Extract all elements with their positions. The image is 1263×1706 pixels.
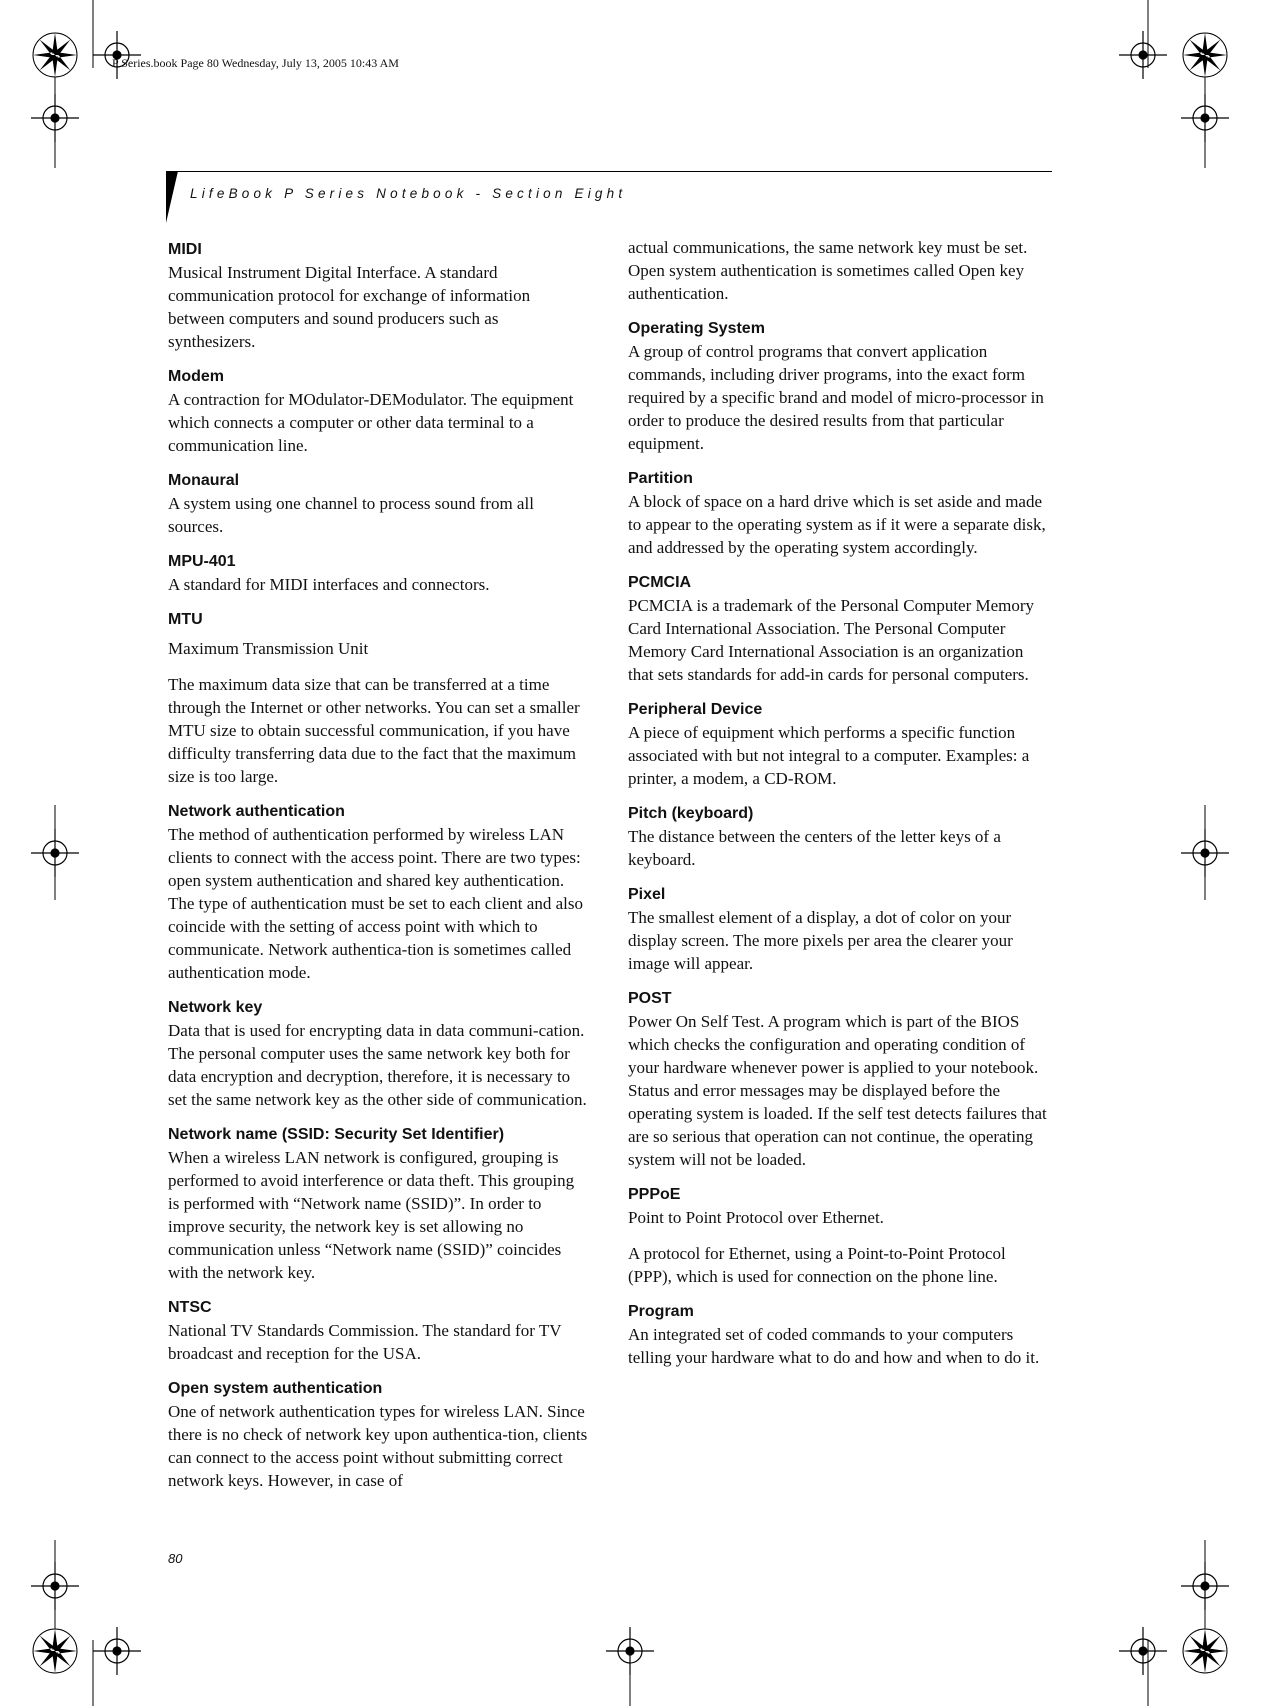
glossary-entry — [168, 1377, 588, 1492]
entry-definition: Musical Instrument Digital Interface. A standard communication protocol for exchange of information between computers and sound producers such as synthesizers. — [168, 263, 531, 351]
entry-definition: PCMCIA is a trademark of the Personal Computer Memory Card International Association. The Personal Computer Memory Card International Association is an organization that sets standards for add-in cards for personal computers. — [628, 596, 1035, 684]
entry-definition: A system using one channel to process sound from all sources. — [168, 494, 534, 536]
glossary-entry — [628, 571, 1048, 686]
entry-term: Network name (SSID: Security Set Identifier) — [168, 1126, 505, 1143]
entry-definition: One of network authentication types for wireless LAN. Since there is no check of network key upon authentica-tion, clients can connect to the access point without submitting correct network keys. However, in case of — [168, 1402, 588, 1490]
page-number: 80 — [168, 1551, 183, 1566]
entry-definition: The maximum data size that can be transferred at a time through the Internet or other networks. You can set a smaller MTU size to obtain successful communication, if you have difficulty transferring data due to the fact that the maximum size is too large. — [168, 675, 580, 786]
entry-definition: Maximum Transmission Unit — [168, 639, 369, 658]
header-tab-marker — [166, 171, 178, 223]
right-column — [628, 238, 1048, 1381]
glossary-entry — [168, 238, 588, 353]
entry-definition: The smallest element of a display, a dot of color on your display screen. The more pixels per area the clearer your image will appear. — [628, 908, 1013, 973]
entry-term: Partition — [628, 470, 693, 487]
glossary-entry — [628, 467, 1048, 559]
glossary-entry — [168, 800, 588, 984]
glossary-entry — [628, 1183, 1048, 1288]
entry-term: Pixel — [628, 886, 666, 903]
entry-definition: National TV Standards Commission. The standard for TV broadcast and reception for the USA. — [168, 1321, 562, 1363]
entry-definition: When a wireless LAN network is configured, grouping is performed to avoid interference or data theft. This grouping is performed with “Network name (SSID)”. In order to improve security, the network key is set allowing no communication unless “Network name (SSID)” coincides with the network key. — [168, 1148, 575, 1282]
entry-term: Network authentication — [168, 803, 345, 820]
entry-definition: An integrated set of coded commands to your computers telling your hardware what to do and how and when to do it. — [628, 1325, 1040, 1367]
entry-definition: A standard for MIDI interfaces and connectors. — [168, 575, 490, 594]
entry-term: NTSC — [168, 1299, 212, 1316]
header-rule — [168, 171, 1052, 172]
entry-definition: A contraction for MOdulator-DEModulator. The equipment which connects a computer or other data terminal to a communication line. — [168, 390, 574, 455]
entry-term: MPU-401 — [168, 553, 236, 570]
entry-definition: The distance between the centers of the letter keys of a keyboard. — [628, 827, 1001, 869]
entry-term: Peripheral Device — [628, 701, 763, 718]
entry-term: MTU — [168, 611, 203, 628]
glossary-entry — [168, 996, 588, 1111]
entry-term: Open system authentication — [168, 1380, 383, 1397]
glossary-entry — [628, 987, 1048, 1171]
glossary-entry — [168, 365, 588, 457]
entry-term: Modem — [168, 368, 224, 385]
entry-definition: Data that is used for encrypting data in data communi-cation. The personal computer uses the same network key both for data encryption and decryption, therefore, it is necessary to set the same network key as the other side of communication. — [168, 1021, 587, 1109]
glossary-entry — [168, 1296, 588, 1365]
entry-term: Operating System — [628, 320, 765, 337]
entry-definition: Power On Self Test. A program which is part of the BIOS which checks the configuration and operating condition of your hardware whenever power is applied to your notebook. Status and error messages may be displayed before the operating system is loaded. If the self test detects failures that are so serious that operation can not continue, the operating system will not be loaded. — [628, 1012, 1047, 1169]
entry-definition: A piece of equipment which performs a specific function associated with but not integral to a computer. Examples: a printer, a modem, a CD-ROM. — [628, 723, 1030, 788]
entry-term: Pitch (keyboard) — [628, 805, 754, 822]
glossary-entry — [168, 1123, 588, 1284]
left-column — [168, 238, 588, 1504]
glossary-entry — [628, 883, 1048, 975]
entry-term: POST — [628, 990, 672, 1007]
entry-definition: Point to Point Protocol over Ethernet. — [628, 1208, 884, 1227]
glossary-entry — [628, 802, 1048, 871]
entry-definition: A block of space on a hard drive which is set aside and made to appear to the operating system as if it were a separate disk, and addressed by the operating system accordingly. — [628, 492, 1046, 557]
glossary-entry — [168, 550, 588, 596]
slug-line: P Series.book Page 80 Wednesday, July 13, 2005 10:43 AM — [112, 56, 399, 70]
continued-definition: actual communications, the same network key must be set. Open system authentication is sometimes called Open key authentication. — [628, 238, 1028, 303]
entry-definition: A protocol for Ethernet, using a Point-to-Point Protocol (PPP), which is used for connection on the phone line. — [628, 1244, 1006, 1286]
entry-term: Network key — [168, 999, 263, 1016]
glossary-entry — [628, 1300, 1048, 1369]
entry-definition: A group of control programs that convert application commands, including driver programs, into the exact form required by a specific brand and model of micro-processor in order to produce the desired results from that particular equipment. — [628, 342, 1044, 453]
entry-definition: The method of authentication performed by wireless LAN clients to connect with the access point. There are two types: open system authentication and shared key authentication. The type of authentication must be set to each client and also coincide with the setting of access point with which to communicate. Network authentica-tion is sometimes called authentication mode. — [168, 825, 583, 982]
entry-term: PPPoE — [628, 1186, 681, 1203]
entry-term: MIDI — [168, 241, 202, 258]
glossary-entry — [628, 698, 1048, 790]
glossary-entry — [168, 469, 588, 538]
glossary-entry — [168, 608, 588, 788]
entry-term: Program — [628, 1303, 694, 1320]
entry-term: PCMCIA — [628, 574, 692, 591]
running-header: LifeBook P Series Notebook - Section Eight — [190, 186, 627, 201]
glossary-entry — [628, 317, 1048, 455]
entry-term: Monaural — [168, 472, 240, 489]
